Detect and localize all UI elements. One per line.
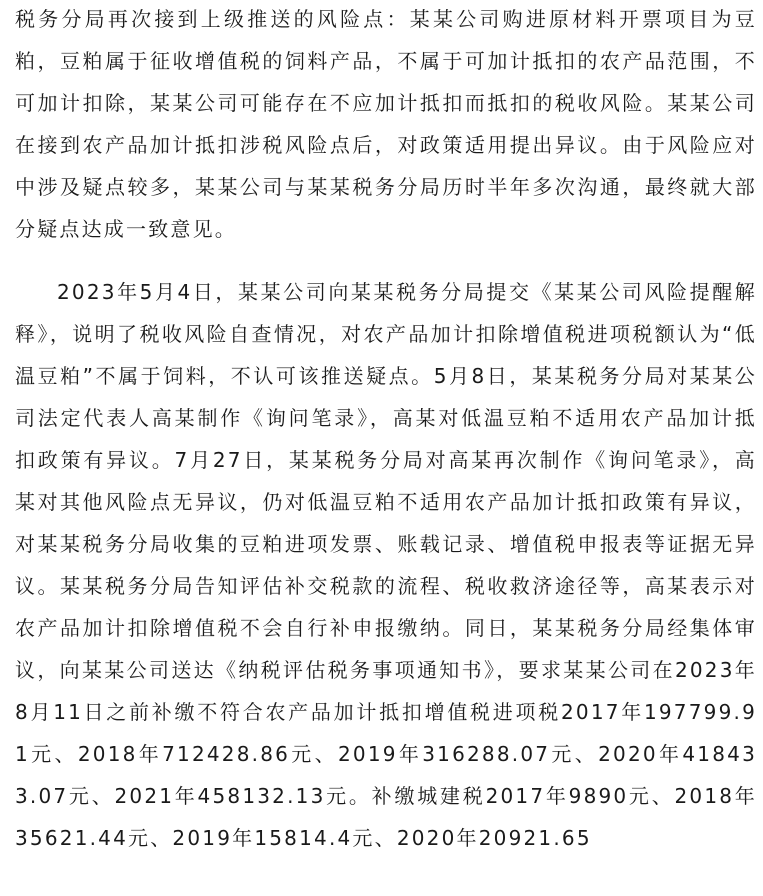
paragraph-risk-point: 税务分局再次接到上级推送的风险点：某某公司购进原材料开票项目为豆粕，豆粕属于征收增值税的饲料产品，不属于可加计抵扣的农产品范围，不可加计扣除，某某公司可能存在不应加计抵扣而抵扣的税收风险。某某公司在接到农产品加计抵扣涉税风险点后，对政策适用提出异议。由于风险应对中涉及疑点较多，某某公司与某某税务分局历时半年多次沟通，最终就大部分疑点达成一致意见。 bbox=[15, 7, 757, 241]
article-body bbox=[15, 0, 757, 859]
paragraph-timeline: 2023年5月4日，某某公司向某某税务分局提交《某某公司风险提醒解释》，说明了税收风险自查情况，对农产品加计扣除增值税进项税额认为“低温豆粕”不属于饲料，不认可该推送疑点。5月8日，某某税务分局对某某公司法定代表人高某制作《询问笔录》，高某对低温豆粕不适用农产品加计抵扣政策有异议。7月27日，某某税务分局对高某再次制作《询问笔录》，高某对其他风险点无异议，仍对低温豆粕不适用农产品加计抵扣政策有异议，对某某税务分局收集的豆粕进项发票、账载记录、增值税申报表等证据无异议。某某税务分局告知评估补交税款的流程、税收救济途径等，高某表示对农产品加计扣除增值税不会自行补申报缴纳。同日，某某税务分局经集体审议，向某某公司送达《纳税评估税务事项通知书》，要求某某公司在2023年8月11日之前补缴不符合农产品加计抵扣增值税进项税2017年197799.91元、2018年712428.86元、2019年316288.07元、2020年418433.07元、2021年458132.13元。补缴城建税2017年9890元、2018年35621.44元、2019年15814.4元、2020年20921.65 bbox=[15, 280, 757, 850]
